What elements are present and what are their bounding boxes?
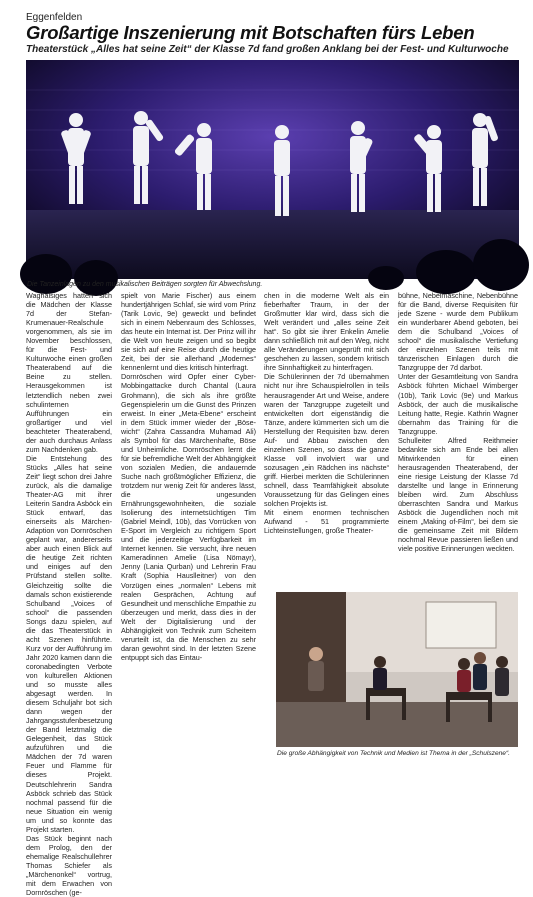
paragraph: Die Entstehung des Stücks „Alles hat seine Zeit“ liegt schon drei Jahre zurück, als die damalige Theater-AG mit ihrer Leiterin Sandra Asböck ein Stück entwarf, das einerseits als Märchen-Adaption von Dornröschen geplant war, andererseits aber auch einen Blick auf die heutige Zeit richten und einiges auf den Prüfstand stellen sollte. Gleichzeitig sollte die damals schon existierende Schulband „Voices of school“ die passenden Songs dazu spielen, auf die das Theaterstück in acht Szenen hinführte. Kurz vor der Aufführung im Jahr 2020 kamen dann die coronabedingten Verbote von kulturellen Aktionen und so musste alles abgesagt werden. In diesem Schuljahr bot sich dann wegen der Jahrgangsstufenbesetzung der Band letztmalig die Gelegenheit, das Stück aufzuführen und die Mädchen der 7d waren Feuer und Flamme für dieses Projekt. Deutschlehrerin Sandra Asböck schrieb das Stück nochmal passend für die neue Situation ein wenig um und so konnte das Projekt starten. bbox=[26, 453, 113, 834]
school-scene-photo bbox=[276, 592, 518, 747]
paragraph: Schulleiter Alfred Reithmeier bedankte sich am Ende bei allen Mitwirkenden für einen herausragenden Theaterabend, der eine riesige Leistung der Klasse 7d darstellte und lange in Erinnerung bleiben wird. Zum Abschluss überraschten Sandra und Markus Asböck die Jugendlichen noch mit einem „Making of-Film“, bei dem sie die gemeinsame Zeit mit Bildern nochmal Revue passieren ließen und viele positive Erinnerungen weckten. bbox=[398, 435, 518, 554]
paragraph: Unter der Gesamtleitung von Sandra Asböck führten Michael Wimberger (10b), Tarik Lovic (9e) und Markus Asböck, der auch die musikalische Leitung hatte, Regie. Kathrin Wagner übernahm das Training für die Tanzgruppe. bbox=[398, 372, 518, 436]
paragraph: Die Schülerinnen der 7d übernahmen nicht nur ihre Schauspielrollen in teils herausragender Art und Weise, andere waren der Tanzgruppe zugeteilt und entwickelten dort eigenständig die Tänze, andere kümmerten sich um die Herstellung der Requisiten bzw. deren Auf- und Abbau zwischen den einzelnen Szenen, so dass die ganze Klasse voll involviert war und sozusagen „ein Rädchen ins nächste“ griff. Hierbei merkten die Schülerinnen schnell, dass Teamfähigkeit absolute Voraussetzung für das Gelingen eines solchen Projekts ist. bbox=[264, 372, 389, 509]
paragraph: bühne, Nebelmaschine, Nebenbühne für die Band, diverse Requisiten für jede Szene - wurde dem Publikum ein wunderbarer Abend geboten, bei dem die Schulband „Voices of school“ die musikalische Vertiefung der einzelnen Szenen teils mit tänzerischen Einlagen durch die Tanzgruppe der 7d darbot. bbox=[398, 291, 518, 373]
article-column-2 bbox=[121, 291, 256, 765]
paragraph: chen in die moderne Welt als ein fieberhafter Traum, in der der Großmutter klar wird, dass sich die Welt verändert und „alles seine Zeit hat“. So gibt sie ihrer Enkelin Amelie dann schließlich mit auf den Weg, nicht alle Veränderungen ungeprüft mit sich geschehen zu lassen, sondern kritisch ihre Sinnhaftigkeit zu hinterfragen. bbox=[264, 291, 389, 373]
subheadline: Theaterstück „Alles hat seine Zeit“ der Klasse 7d fand großen Anklang bei der Fest- und Kulturwoche bbox=[26, 44, 509, 55]
location-kicker: Eggenfelden bbox=[26, 12, 83, 23]
top-photo-caption: Die Tanzeinlagen zu den musikalischen Beiträgen sorgten für Abwechslung. bbox=[27, 281, 263, 288]
article-column-1 bbox=[26, 291, 113, 897]
bottom-photo-caption: Die große Abhängigkeit von Technik und Medien ist Thema in der „Schulszene“. bbox=[277, 750, 510, 757]
article-column-3 bbox=[264, 291, 389, 591]
paragraph: Waghalsiges hatten sich die Mädchen der Klasse 7d der Stefan-Krumenauer-Realschule vorgenommen, als sie im November beschlossen, für die Fest- und Kulturwoche einen großen Theaterabend auf die Beine zu stellen. Herausgekommen ist letztendlich neben zwei schulinternen Aufführungen ein großartiger und viel beachteter Theaterabend, der auch durchaus Anlass zum Nachdenken gab. bbox=[26, 291, 112, 454]
paragraph: Mit einem enormen technischen Aufwand - 51 programmierte Lichteinstellungen, große Theater- bbox=[264, 508, 389, 536]
stage-dance-photo bbox=[26, 60, 519, 279]
headline: Großartige Inszenierung mit Botschaften fürs Leben bbox=[26, 22, 475, 43]
article-column-4 bbox=[398, 291, 518, 591]
paragraph: Das Stück beginnt nach dem Prolog, den der ehemalige Realschullehrer Thomas Schiefer als „Märchenonkel“ vortrug, mit dem Erwachen von Dornröschen (ge- bbox=[26, 833, 112, 897]
paragraph: Dornröschen wird Opfer einer Cyber-Mobbingattacke durch Chantal (Laura Grohmann), die sich als ihre größte Gegenspielerin um die Gunst des Prinzen erweist. In einer „Meta-Ebene“ erscheint in dem Stück immer wieder der „Böse-wicht“ (Zahra Cassandra Muhamad Ali) als Symbol für das Märchenhafte, Böse und Unheimliche. Dornröschen lernt die für sie befremdliche Welt der Abhängigkeit von sozialen Medien, die andauernde Suche nach größtmöglicher Effizienz, die trotzdem nur wenig Zeit für anderes lässt, die ungesunden Ernährungsgewohnheiten, die soziale Isolierung des internetsüchtigen Tim (Gabriel Meindl, 10b), das Vorrücken von E-Sport im Vergleich zu richtigem Sport und die jederzeitige Verfügbarkeit im Internet kennen. Sie versucht, ihre neuen Kameradinnen Amelie (Lisa Nömayr), Jenny (Lania Qurban) und Lehrerin Frau Kraft (Sophia Hauslleitner) von den Vorzügen eines „normalen“ Lebens mit realen Gesprächen, Achtung auf Gesundheit und menschliche Empathie zu überzeugen und merkt, dass dies in der Welt der Digitalisierung und der Abhängigkeit von Technik zum Scheitern verurteilt ist, da die Menschen zu sehr daran gewohnt sind. In der letzten Szene entpuppt sich das Eintau- bbox=[121, 372, 256, 662]
paragraph: spielt von Marie Fischer) aus einem hundertjährigen Schlaf, sie wird vom Prinz (Tarik Lovic, 9e) geweckt und befindet sich in einem Nebenraum des Schlosses, das heute ein Internat ist. Der Prinz will ihr die Welt von heute zeigen und so begibt sie sich auf eine Reise durch die heutige Zeit, bei der sie allerhand „Modernes“ kennenlernt und dies kritisch hinterfragt. bbox=[121, 291, 256, 373]
